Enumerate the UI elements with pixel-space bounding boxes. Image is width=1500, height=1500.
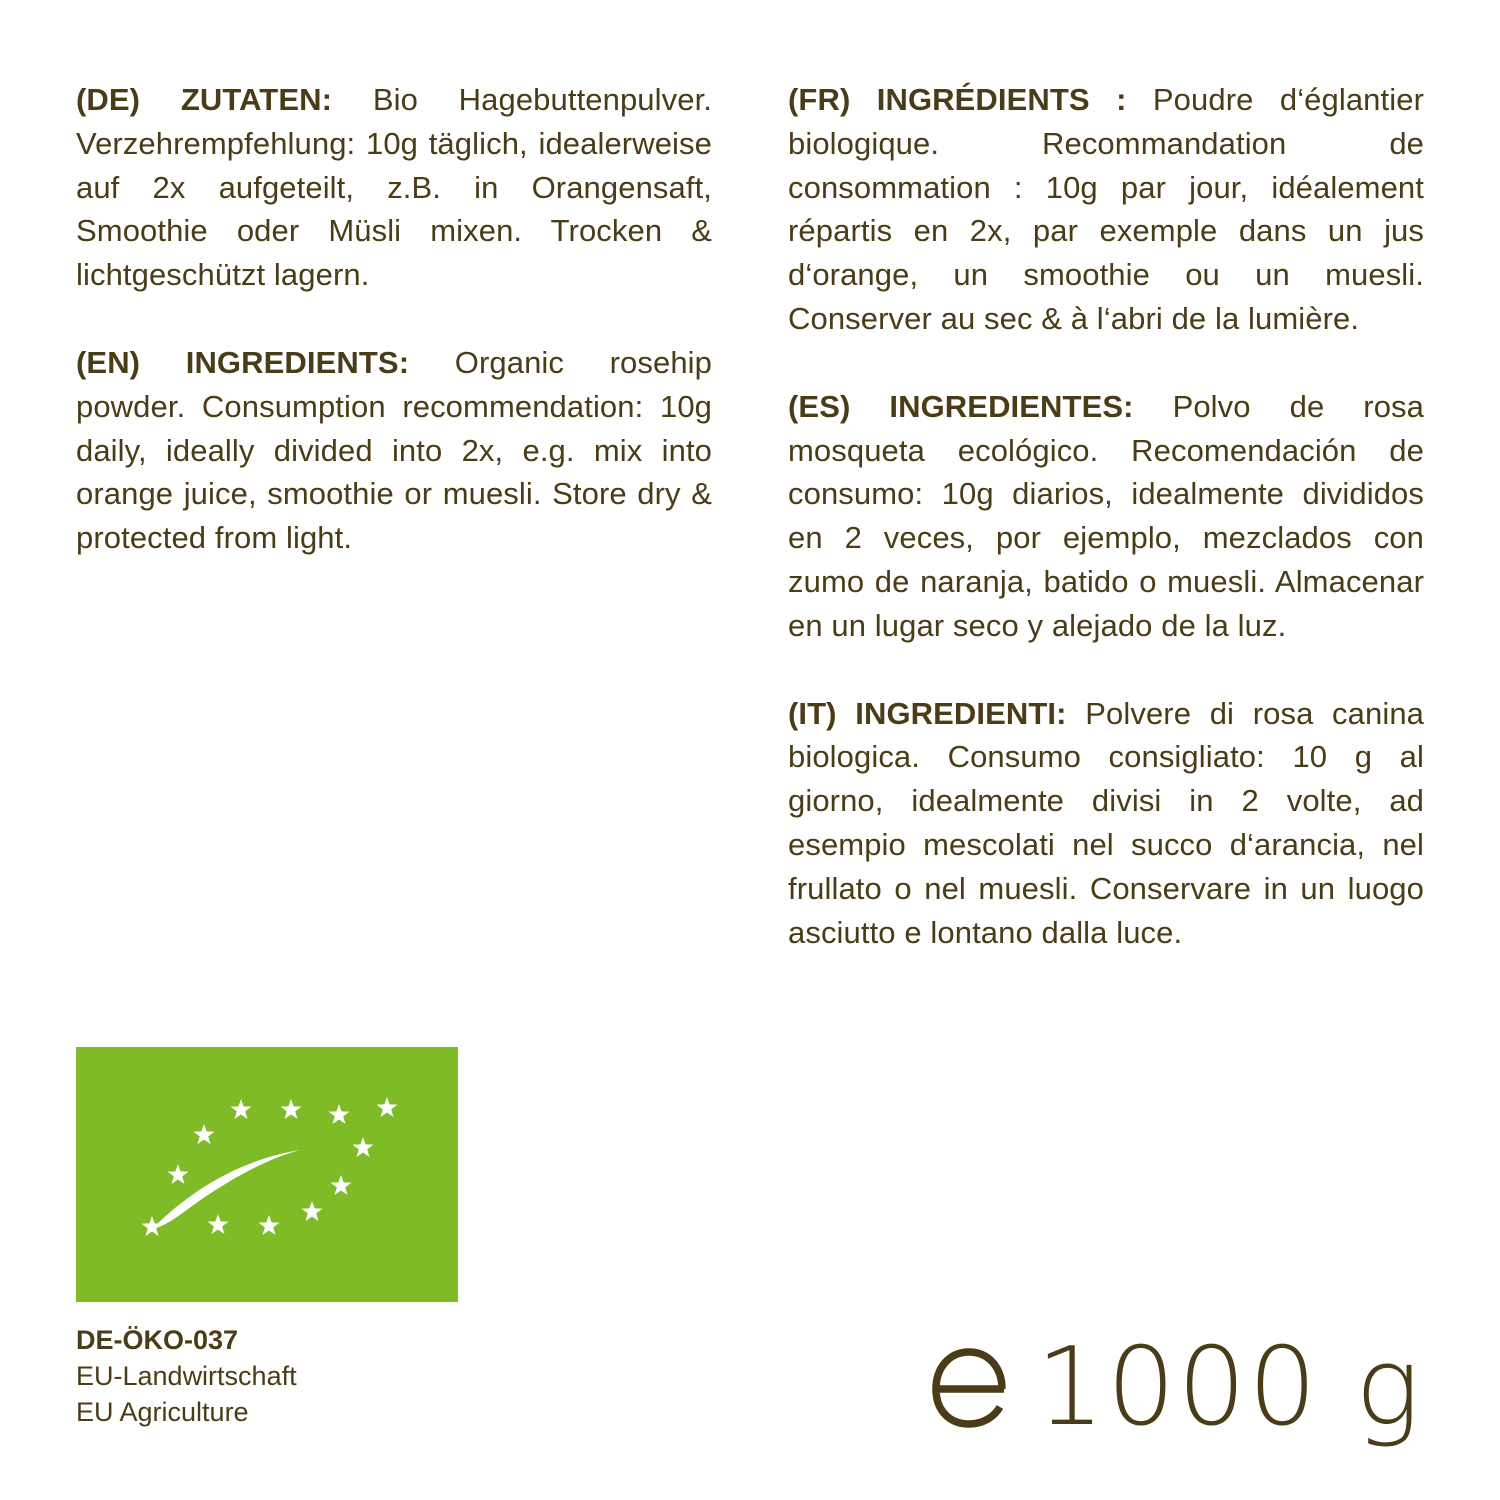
ingredients-es [788,385,1424,648]
ingredients-en-text: Organic rosehip powder. Consumption recommendation: 10g daily, ideally divided into 2x, e.g. mix into orange juice, smoothie or muesli. Store dry & protected from light. [76,344,712,556]
ingredients-fr-label: (FR) INGRÉDIENTS : [788,82,1127,117]
ingredients-it [788,692,1424,955]
certification-info [76,1322,297,1430]
origin-de: EU-Landwirtschaft [76,1361,297,1391]
ingredients-de [76,78,712,297]
ingredients-de-label: (DE) ZUTATEN: [76,82,333,117]
ingredients-it-label: (IT) INGREDIENTI: [788,695,1067,731]
certification-code: DE-ÖKO-037 [76,1325,239,1355]
ingredients-it-text: Polvere di rosa canina biologica. Consumo consigliato: 10 g al giorno, idealmente divisi in 2 volte, ad esempio mescolati nel succo d‘arancia, nel frullato o nel muesli. Conservare in un luogo asciutto e lontano dalla luce. [788,695,1425,950]
ingredients-fr-text: Poudre d‘églantier biologique. Recommandation de consommation : 10g par jour, idéalement répartis en 2x, par exemple dans un jus d‘orange, un smoothie ou un muesli. Conserver au sec & à l‘abri de la lumière. [788,82,1424,336]
net-weight [928,1318,1422,1458]
ingredients-fr [788,78,1424,341]
ingredients-de-text: Bio Hagebuttenpulver. Verzehrempfehlung: 10g täglich, idealerweise auf 2x aufgeteilt, z.B. in Orangensaft, Smoothie oder Müsli mixen. Trocken & lichtgeschützt lagern. [76,82,713,293]
right-column [788,78,1424,998]
ingredients-en [76,341,712,560]
net-weight-value: 1000 g [1036,1325,1422,1450]
eu-organic-leaf-icon [76,1047,458,1302]
ingredients-en-label: (EN) INGREDIENTS: [76,344,410,380]
estimated-sign-icon [928,1345,1010,1431]
left-column [76,78,712,604]
origin-en: EU Agriculture [76,1397,249,1427]
ingredients-es-text: Polvo de rosa mosqueta ecológico. Recomendación de consumo: 10g diarios, idealmente divididos en 2 veces, por ejemplo, mezclados con zumo de naranja, batido o muesli. Almacenar en un lugar seco y alejado de la luz. [788,388,1424,643]
ingredients-es-label: (ES) INGREDIENTES: [788,388,1134,424]
